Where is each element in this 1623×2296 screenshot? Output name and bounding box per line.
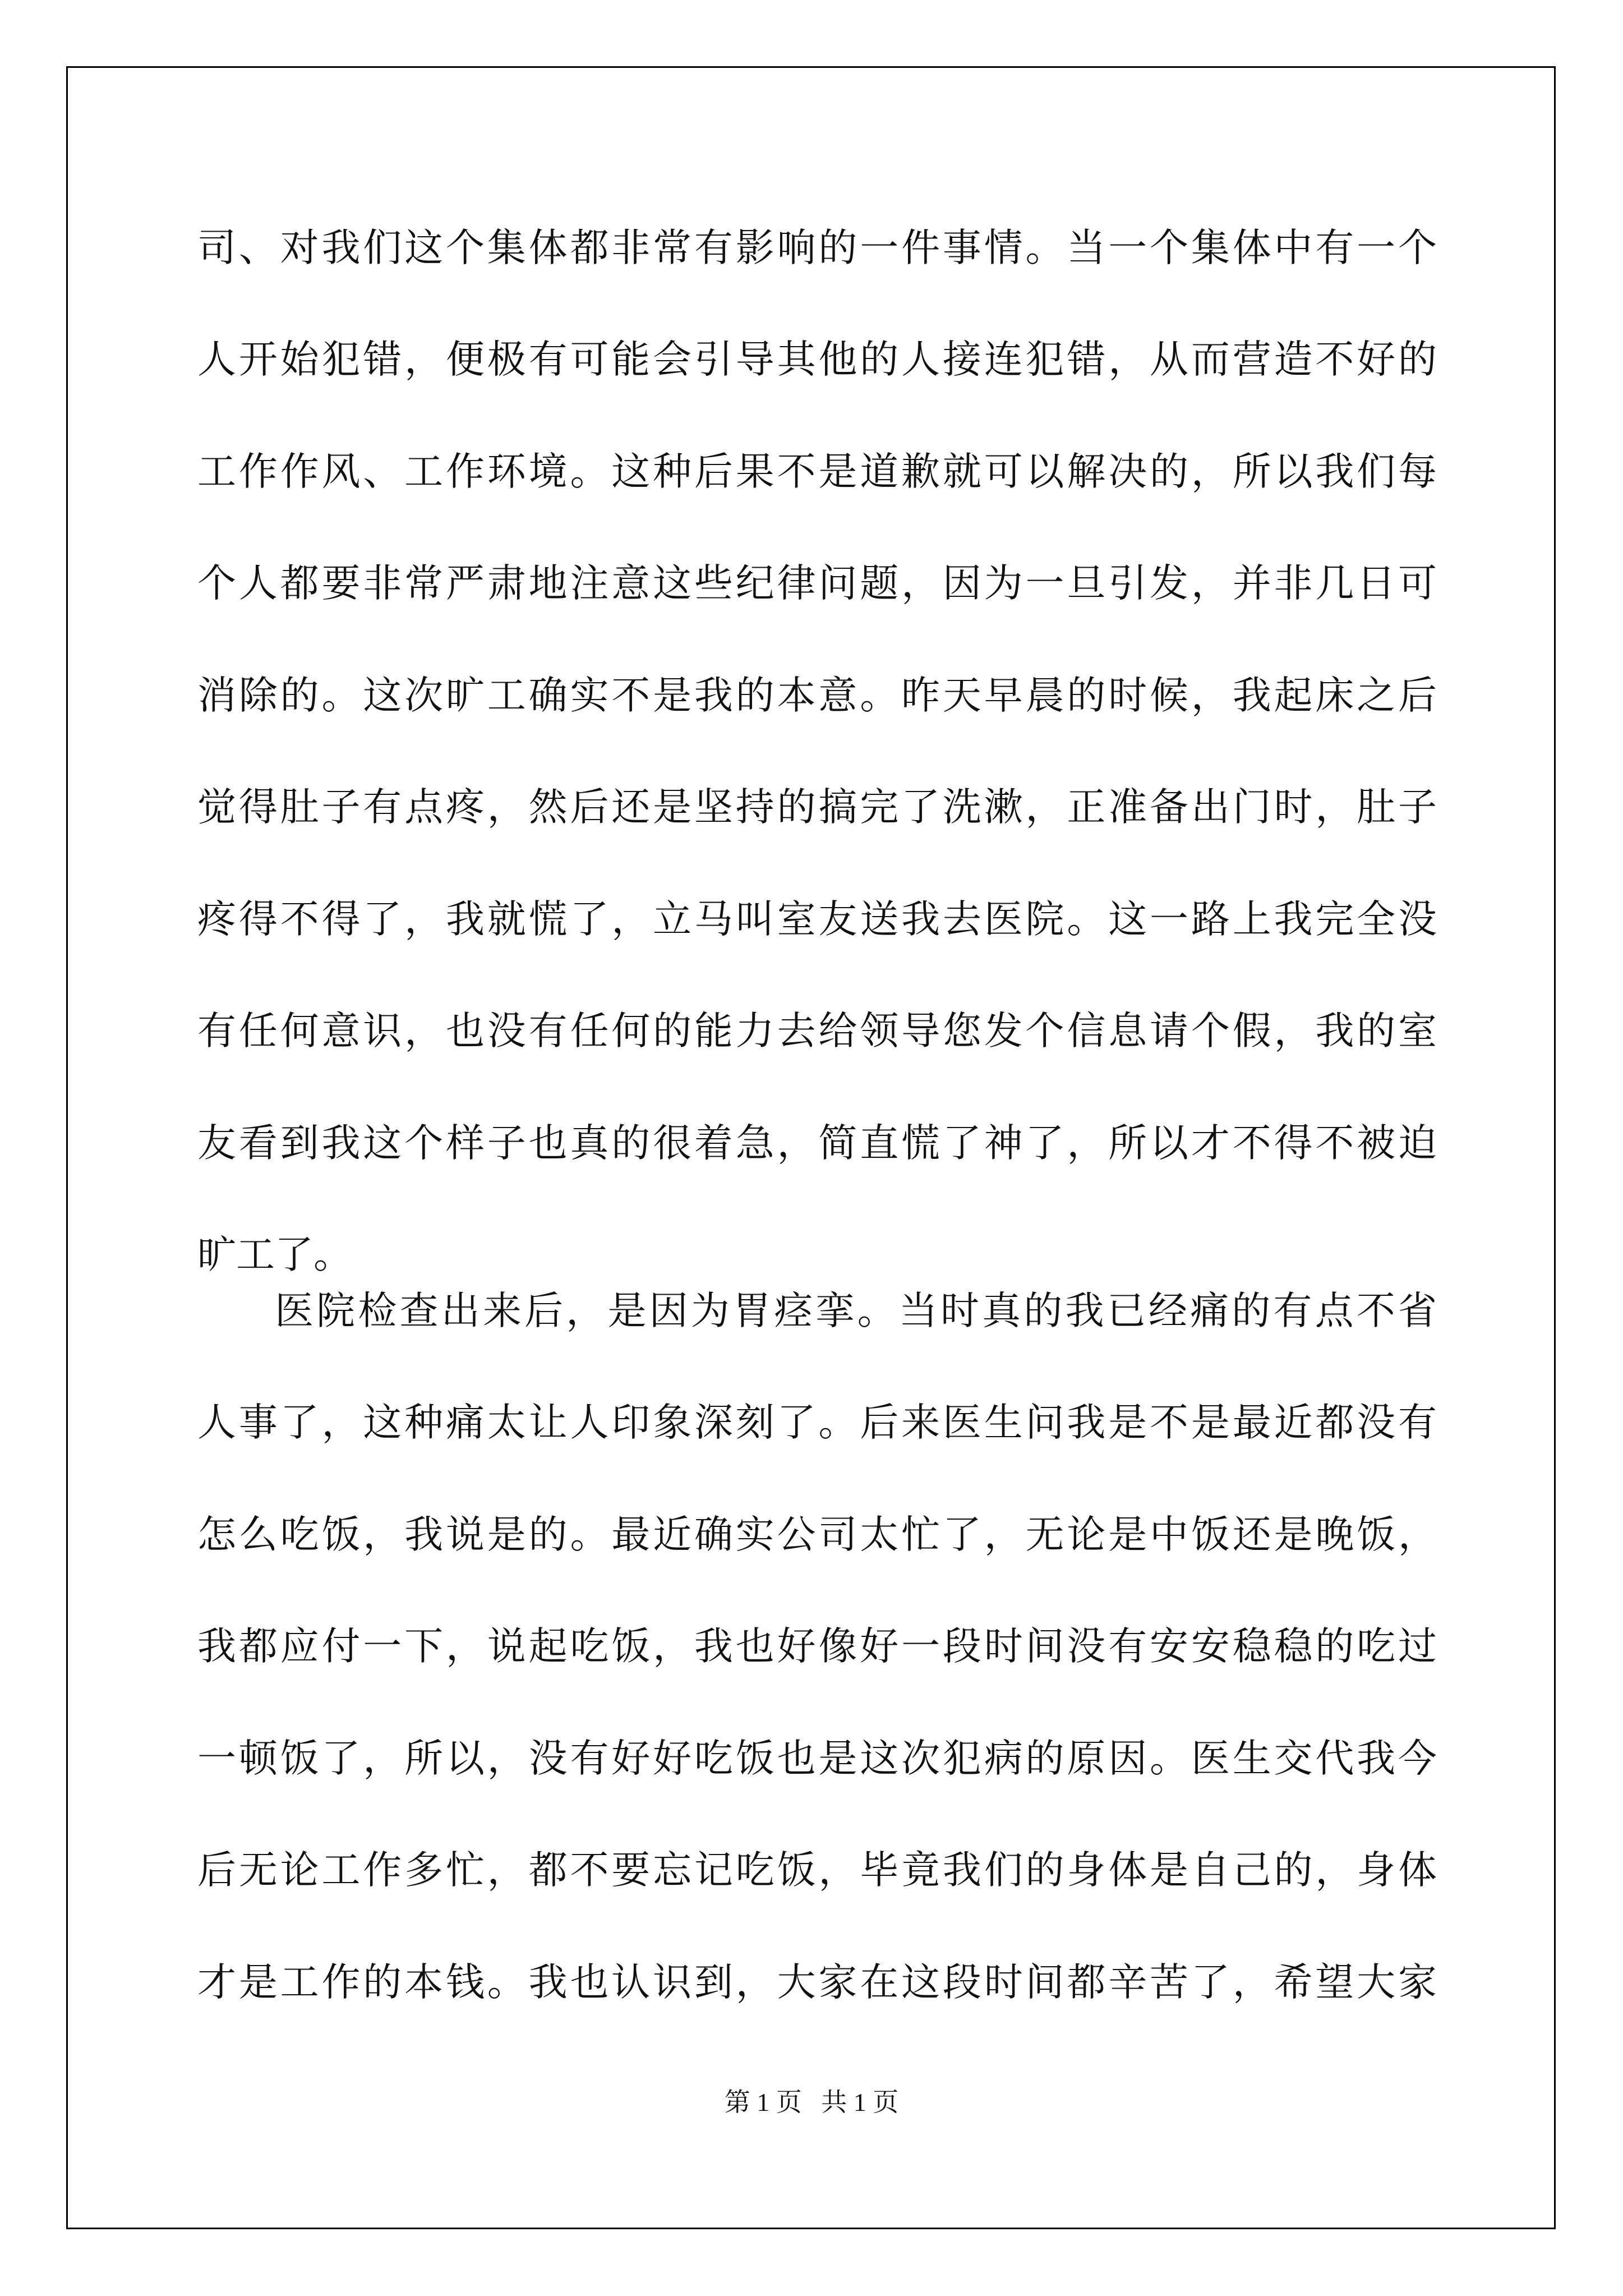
text-line: 觉得肚子有点疼，然后还是坚持的搞完了洗漱，正准备出门时，肚子 [197, 785, 1437, 830]
text-line: 才是工作的本钱。我也认识到，大家在这段时间都辛苦了，希望大家 [197, 1960, 1437, 2005]
text-line: 人事了，这种痛太让人印象深刻了。后来医生问我是不是最近都没有 [197, 1400, 1437, 1445]
paragraph-first-line: 医院检查出来后，是因为胃痉挛。当时真的我已经痛的有点不省 [275, 1289, 1437, 1333]
text-line: 疼得不得了，我就慌了，立马叫室友送我去医院。这一路上我完全没 [197, 897, 1437, 942]
text-line: 工作作风、工作环境。这种后果不是道歉就可以解决的，所以我们每 [197, 449, 1437, 494]
text-line: 我都应付一下，说起吃饭，我也好像好一段时间没有安安稳稳的吃过 [197, 1624, 1437, 1669]
text-line: 司、对我们这个集体都非常有影响的一件事情。当一个集体中有一个 [197, 226, 1437, 270]
page-footer [0, 2086, 1623, 2119]
text-line: 一顿饭了，所以，没有好好吃饭也是这次犯病的原因。医生交代我今 [197, 1736, 1437, 1781]
text-line: 后无论工作多忙，都不要忘记吃饭，毕竟我们的身体是自己的，身体 [197, 1848, 1437, 1893]
text-line: 人开始犯错，便极有可能会引导其他的人接连犯错，从而营造不好的 [197, 337, 1437, 382]
page-total: 共 1 页 [821, 2088, 899, 2116]
text-line: 消除的。这次旷工确实不是我的本意。昨天早晨的时候，我起床之后 [197, 673, 1437, 718]
text-line: 有任何意识，也没有任何的能力去给领导您发个信息请个假，我的室 [197, 1009, 1437, 1053]
text-line: 个人都要非常严肃地注意这些纪律问题，因为一旦引发，并非几日可 [197, 561, 1437, 606]
text-line: 旷工了。 [197, 1232, 352, 1277]
text-line: 友看到我这个样子也真的很着急，简直慌了神了，所以才不得不被迫 [197, 1121, 1437, 1166]
page-number: 第 1 页 [724, 2088, 802, 2116]
text-line: 怎么吃饭，我说是的。最近确实公司太忙了，无论是中饭还是晚饭， [197, 1512, 1437, 1557]
